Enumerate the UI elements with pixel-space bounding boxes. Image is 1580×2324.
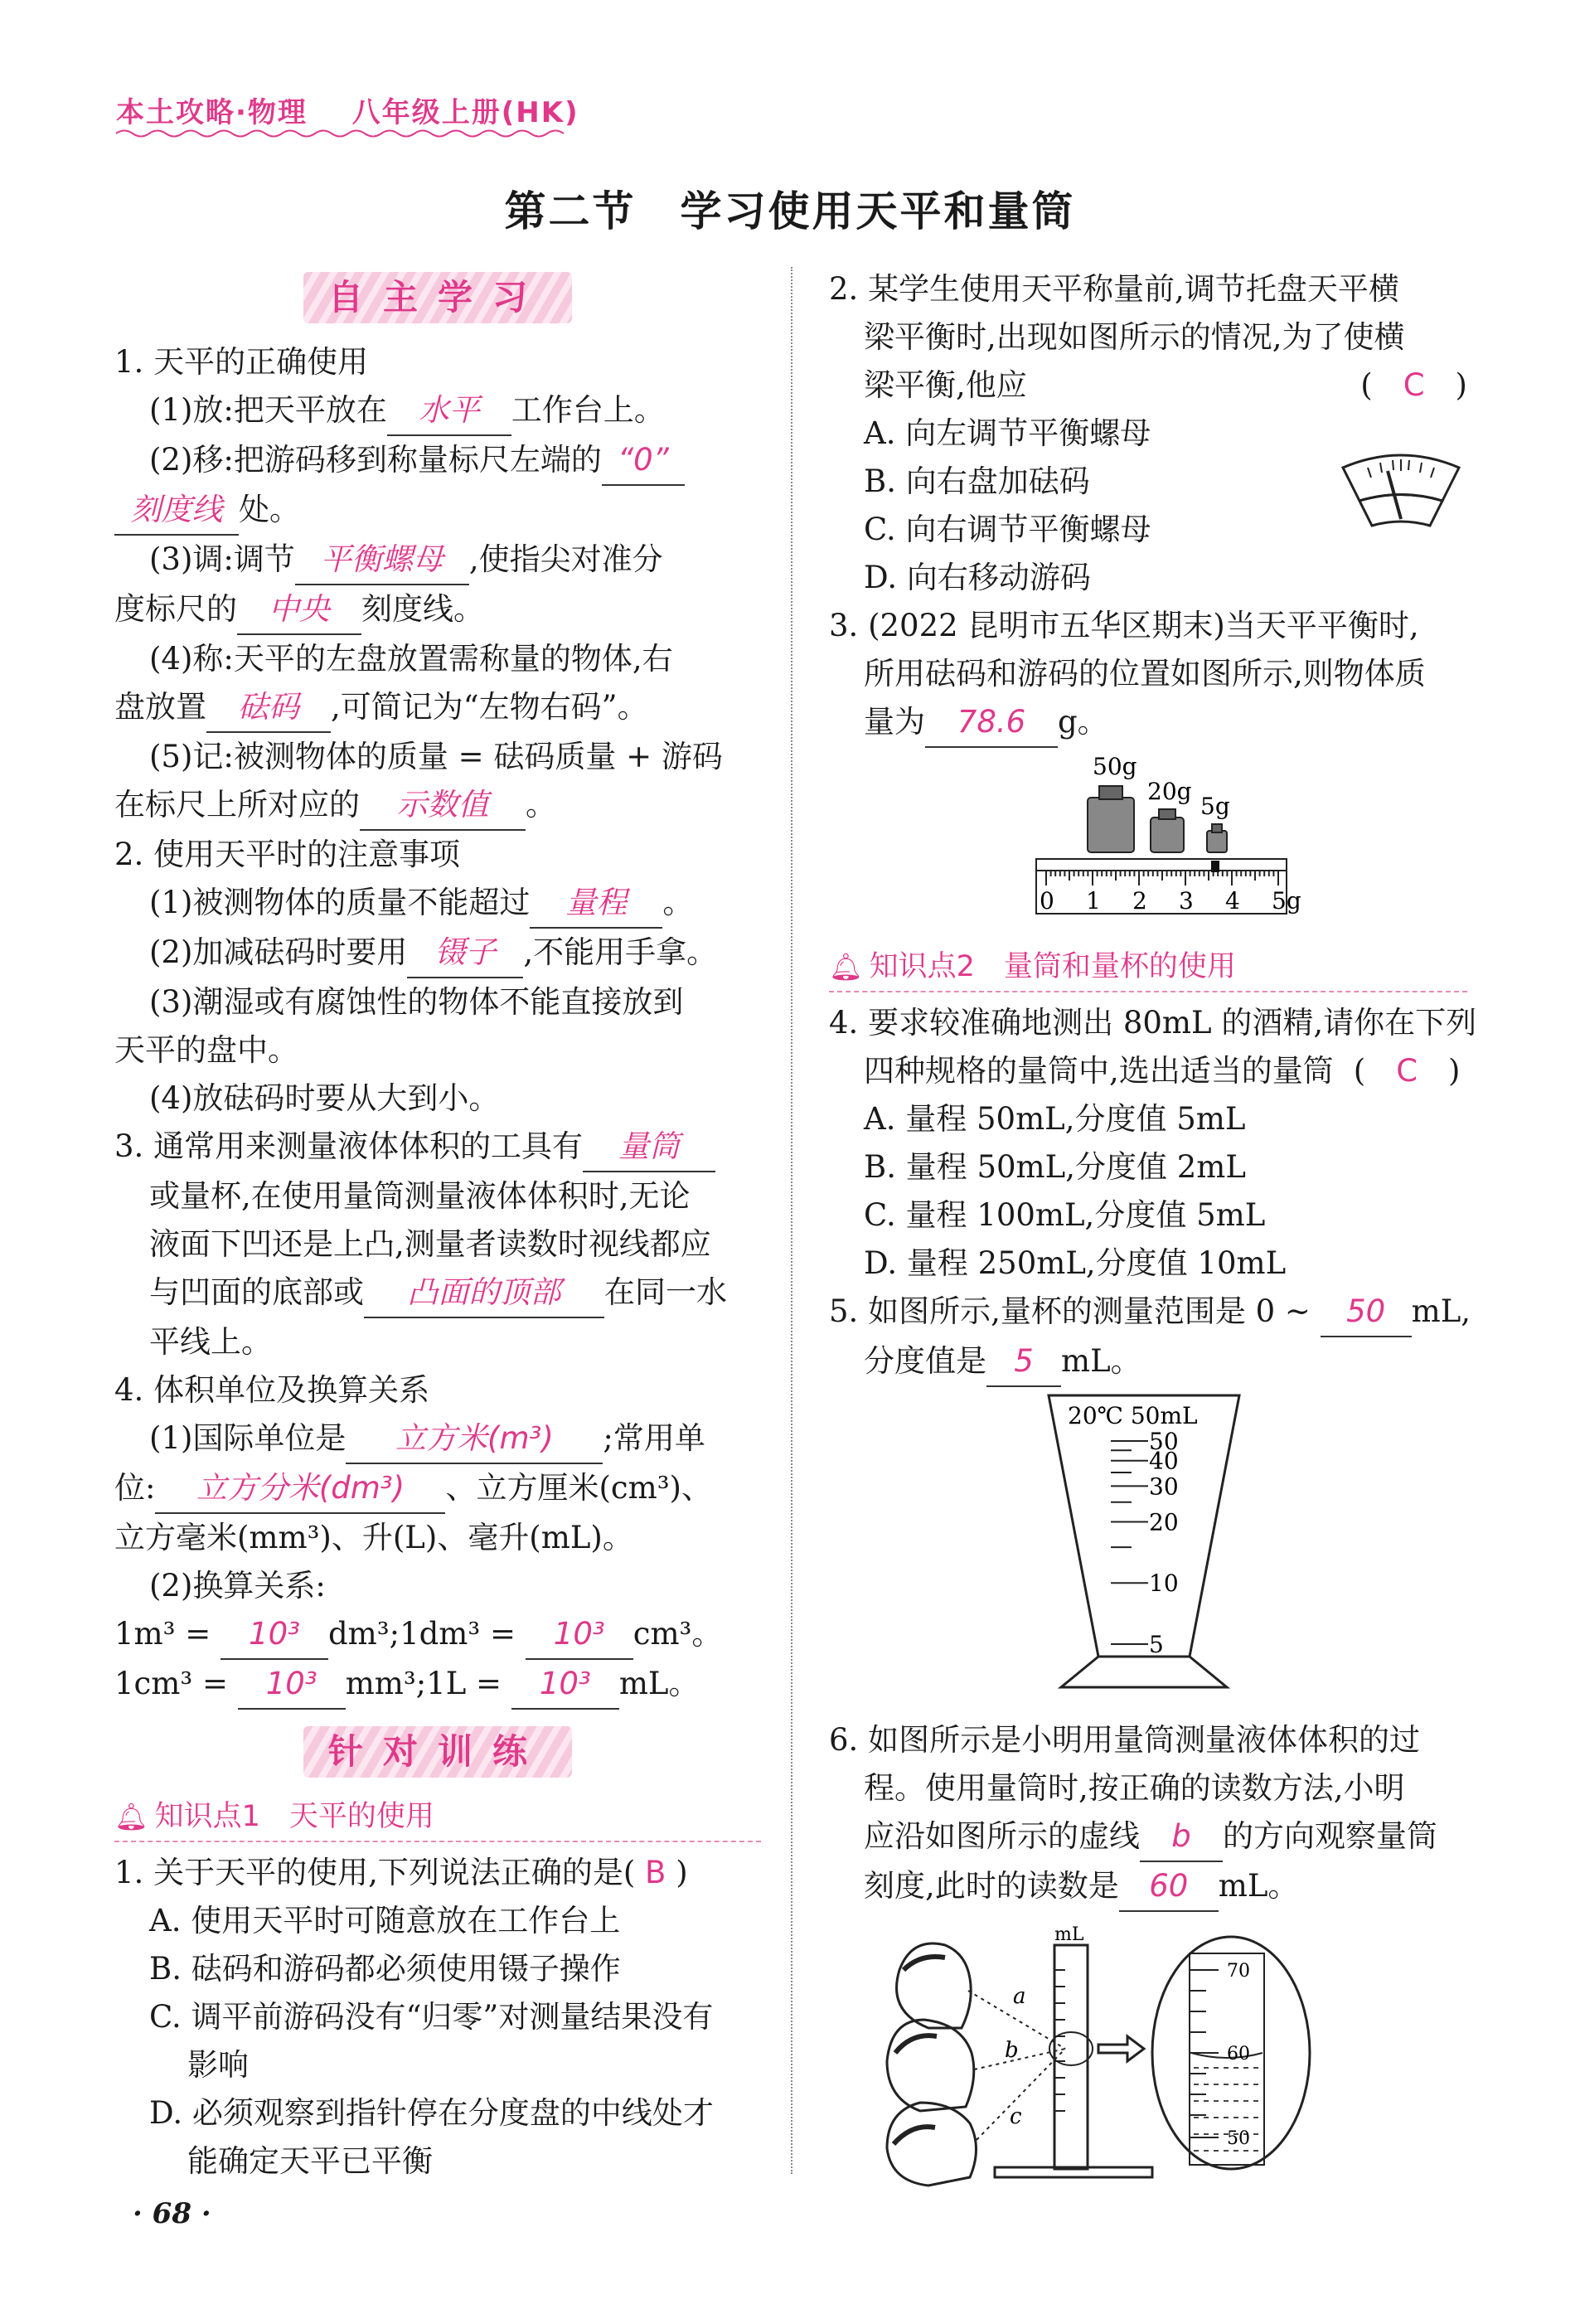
cup-ticks (1111, 1441, 1148, 1644)
weight-5g (1207, 824, 1227, 852)
grade-label: 八年级上册(HK) (351, 96, 579, 129)
line-label-a: a (1013, 1984, 1026, 2009)
answer: 凸面的顶部 (364, 1269, 604, 1318)
answer: 10³ (221, 1610, 328, 1660)
scale-label: 4 (1225, 887, 1240, 915)
t1-option-c: C. 调平前游码没有“归零”对测量结果没有 (149, 1999, 714, 2035)
book-name: 本土攻略·物理 (116, 96, 308, 129)
balance-dial-figure (1335, 443, 1467, 534)
q1-item4: (4)称:天平的左盘放置需称量的物体,右 (149, 641, 673, 677)
bell-icon: 🔔︎ (114, 1801, 148, 1832)
header-wave (116, 128, 580, 139)
scale-label: 3 (1179, 887, 1194, 915)
zoom-tick-50: 50 (1227, 2128, 1250, 2149)
answer: 78.6 (925, 698, 1058, 748)
q2-option-d: D. 向右移动游码 (864, 560, 1091, 595)
weight-label-5g: 5g (1200, 793, 1230, 820)
q6-line2: 程。使用量筒时,按正确的读数方法,小明 (864, 1770, 1405, 1806)
section-banner-self-study (114, 272, 761, 330)
answer: 10³ (526, 1610, 633, 1660)
answer: 60 (1119, 1862, 1219, 1912)
answer: 量筒 (583, 1123, 715, 1172)
answer: 砝码 (206, 683, 331, 733)
zoomed-scale (1152, 1937, 1310, 2169)
section-title: 针对训练 (303, 1726, 572, 1778)
q2-item1: (1)被测物体的质量不能超过 量程 。 (114, 879, 761, 929)
q4-option-b: B. 量程 50mL,分度值 2mL (864, 1149, 1246, 1185)
q4-option-d: D. 量程 250mL,分度值 10mL (864, 1245, 1287, 1281)
q2-line2: 梁平衡时,出现如图所示的情况,为了使横 (864, 319, 1405, 355)
answer: 立方分米(dm³) (155, 1464, 445, 1514)
bell-icon: 🔔︎ (829, 951, 863, 982)
q3-line1: 3. 通常用来测量液体体积的工具有 量筒 (114, 1123, 761, 1172)
q5-line1: 5. 如图所示,量杯的测量范围是 0 ~ 50 mL, (829, 1288, 1467, 1337)
answer: 平衡螺母 (295, 536, 469, 585)
measuring-cup-figure (829, 1387, 1467, 1702)
q2-item3: (3)潮湿或有腐蚀性的物体不能直接放到 (149, 984, 684, 1020)
answer: C (1403, 367, 1425, 403)
answer: 中央 (237, 585, 361, 635)
line-label-b: b (1005, 2038, 1019, 2063)
answer: 50 (1321, 1288, 1412, 1337)
line-label-c: c (1010, 2104, 1022, 2129)
q2-title: 2. 使用天平时的注意事项 (114, 837, 461, 872)
q3-line2: 所用砝码和游码的位置如图所示,则物体质 (864, 656, 1426, 691)
q6-line3: 应沿如图所示的虚线 b 的方向观察量筒 (829, 1812, 1467, 1862)
cylinder-reading-figure (829, 1920, 1467, 2194)
answer: b (1140, 1812, 1223, 1862)
q3-line3: 液面下凹还是上凸,测量者读数时视线都应 (149, 1226, 711, 1262)
answer: 立方米(m³) (346, 1414, 603, 1464)
cylinder-unit: mL (1054, 1924, 1084, 1945)
book-header (116, 90, 579, 130)
answer: C (1396, 1053, 1418, 1089)
q4-item1: (1)国际单位是 立方米(m³) ;常用单 (114, 1414, 761, 1464)
q3-line2: 或量杯,在使用量筒测量液体体积时,无论 (149, 1178, 691, 1214)
cup-label: 20℃ 50mL (1068, 1402, 1198, 1429)
right-column (829, 265, 1477, 2208)
t1-option-b: B. 砝码和游码都必须使用镊子操作 (149, 1951, 621, 1987)
q2-option-a: A. 向左调节平衡螺母 (864, 415, 1151, 451)
zoom-arrow (1098, 2036, 1144, 2061)
q6-line1: 6. 如图所示是小明用量筒测量液体体积的过 (829, 1722, 1421, 1758)
q6-line4: 刻度,此时的读数是 60 mL。 (829, 1862, 1467, 1912)
q3-line3: 量为 78.6 g。 (829, 698, 1467, 748)
q2-item4: (4)放砝码时要从大到小。 (149, 1080, 500, 1116)
q4-line2: 四种规格的量筒中,选出适当的量筒 ( C ) (864, 1053, 1461, 1089)
weight-label-50g: 50g (1093, 753, 1137, 780)
q1-item5: (5)记:被测物体的质量 = 砝码质量 + 游码 (149, 739, 723, 774)
answer: 刻度线 (114, 486, 239, 536)
column-divider (791, 267, 792, 2174)
answer: 示数值 (360, 781, 526, 831)
q2-line3: 梁平衡,他应 ( C ) (864, 367, 1467, 403)
q1-item1: (1)放:把天平放在 水平 工作台上。 (114, 386, 761, 436)
q1-item3: (3)调:调节 平衡螺母 ,使指尖对准分 (114, 536, 761, 585)
q2-option-b: B. 向右盘加砝码 (864, 463, 1090, 499)
q4-title: 4. 体积单位及换算关系 (114, 1372, 430, 1408)
scale-label: 0 (1040, 887, 1054, 915)
knowledge-point-2: 🔔︎ 知识点2 量筒和量杯的使用 (829, 943, 1467, 992)
q3-line5: 平线上。 (149, 1324, 272, 1360)
conversion-line1: 1m³ = 10³ dm³;1dm³ = 10³ cm³。 (114, 1610, 761, 1660)
cup-tick-label: 20 (1149, 1508, 1179, 1536)
q4-item1-cont2: 立方毫米(mm³)、升(L)、毫升(mL)。 (114, 1520, 633, 1555)
scale-ticks (1046, 871, 1278, 885)
q1-item3-cont: 度标尺的 中央 刻度线。 (114, 585, 761, 635)
q1-item4-cont: 盘放置 砝码 ,可简记为“左物右码”。 (114, 683, 761, 733)
q4-option-a: A. 量程 50mL,分度值 5mL (864, 1101, 1246, 1137)
conversion-line2: 1cm³ = 10³ mm³;1L = 10³ mL。 (114, 1660, 761, 1710)
cup-tick-label: 50 (1149, 1428, 1179, 1455)
q4-item1-cont: 位: 立方分米(dm³) 、立方厘米(cm³)、 (114, 1464, 761, 1514)
page-title: 第二节 学习使用天平和量筒 (504, 187, 1076, 235)
scale-labels (1040, 887, 1301, 915)
rider (1211, 861, 1219, 872)
t1-option-c-cont: 影响 (187, 2047, 249, 2083)
scale-label: 5g (1272, 887, 1301, 915)
cup-tick-label: 40 (1149, 1447, 1179, 1475)
page-number: · 68 · (133, 2197, 211, 2230)
left-column (114, 265, 761, 2186)
scale-ruler (1036, 859, 1287, 914)
q1-item2-cont: 刻度线 处。 (114, 486, 761, 536)
q1-title: 1. 天平的正确使用 (114, 344, 369, 380)
q1-item5-cont: 在标尺上所对应的 示数值 。 (114, 781, 761, 831)
q2-item2: (2)加减砝码时要用 镊子 ,不能用手拿。 (114, 929, 761, 978)
section-banner-training (114, 1726, 761, 1784)
q2-options (829, 410, 1467, 602)
answer: 10³ (511, 1660, 619, 1710)
t1-option-d-cont: 能确定天平已平衡 (187, 2143, 433, 2179)
q2-option-c: C. 向右调节平衡螺母 (864, 512, 1151, 547)
answer: 镊子 (407, 929, 523, 978)
answer: “0” (602, 436, 685, 486)
q1-item2: (2)移:把游码移到称量标尺左端的 “0” (114, 436, 761, 486)
weights-and-rider-figure (829, 748, 1467, 922)
t1-question: 1. 关于天平的使用,下列说法正确的是( B ) (114, 1855, 688, 1890)
q3-line4: 与凹面的底部或 凸面的顶部 在同一水 (114, 1269, 761, 1318)
q4-item2: (2)换算关系: (149, 1568, 326, 1604)
zoom-tick-60: 60 (1227, 2044, 1250, 2064)
answer: 量程 (530, 879, 662, 929)
knowledge-point-1: 🔔︎ 知识点1 天平的使用 (114, 1793, 761, 1842)
weight-50g (1088, 786, 1134, 852)
answer: 5 (986, 1337, 1061, 1387)
cup-tick-label: 10 (1149, 1570, 1179, 1598)
t1-option-d: D. 必须观察到指针停在分度盘的中线处才 (149, 2095, 714, 2131)
t1-option-a: A. 使用天平时可随意放在工作台上 (149, 1903, 621, 1938)
q4-option-c: C. 量程 100mL,分度值 5mL (864, 1197, 1266, 1233)
answer: B (645, 1855, 666, 1890)
weight-label-20g: 20g (1147, 778, 1192, 805)
cup-tick-label: 30 (1149, 1473, 1179, 1501)
q4-line1: 4. 要求较准确地测出 80mL 的酒精,请你在下列 (829, 1005, 1477, 1041)
q3-line1: 3. (2022 昆明市五华区期末)当天平平衡时, (829, 608, 1419, 643)
cup-tick-label: 5 (1149, 1631, 1164, 1658)
cup-tick-labels (1149, 1428, 1179, 1658)
answer: 10³ (238, 1660, 346, 1710)
q2-line1: 2. 某学生使用天平称量前,调节托盘天平横 (829, 271, 1399, 307)
scale-label: 1 (1086, 887, 1101, 915)
scale-label: 2 (1132, 887, 1147, 915)
zoom-tick-70: 70 (1227, 1961, 1250, 1982)
section-title: 自主学习 (303, 272, 572, 323)
student-heads (887, 1943, 977, 2186)
weight-20g (1151, 809, 1184, 852)
q2-item3-cont: 天平的盘中。 (114, 1032, 298, 1068)
answer: 水平 (387, 386, 511, 436)
q5-line2: 分度值是 5 mL。 (829, 1337, 1467, 1387)
